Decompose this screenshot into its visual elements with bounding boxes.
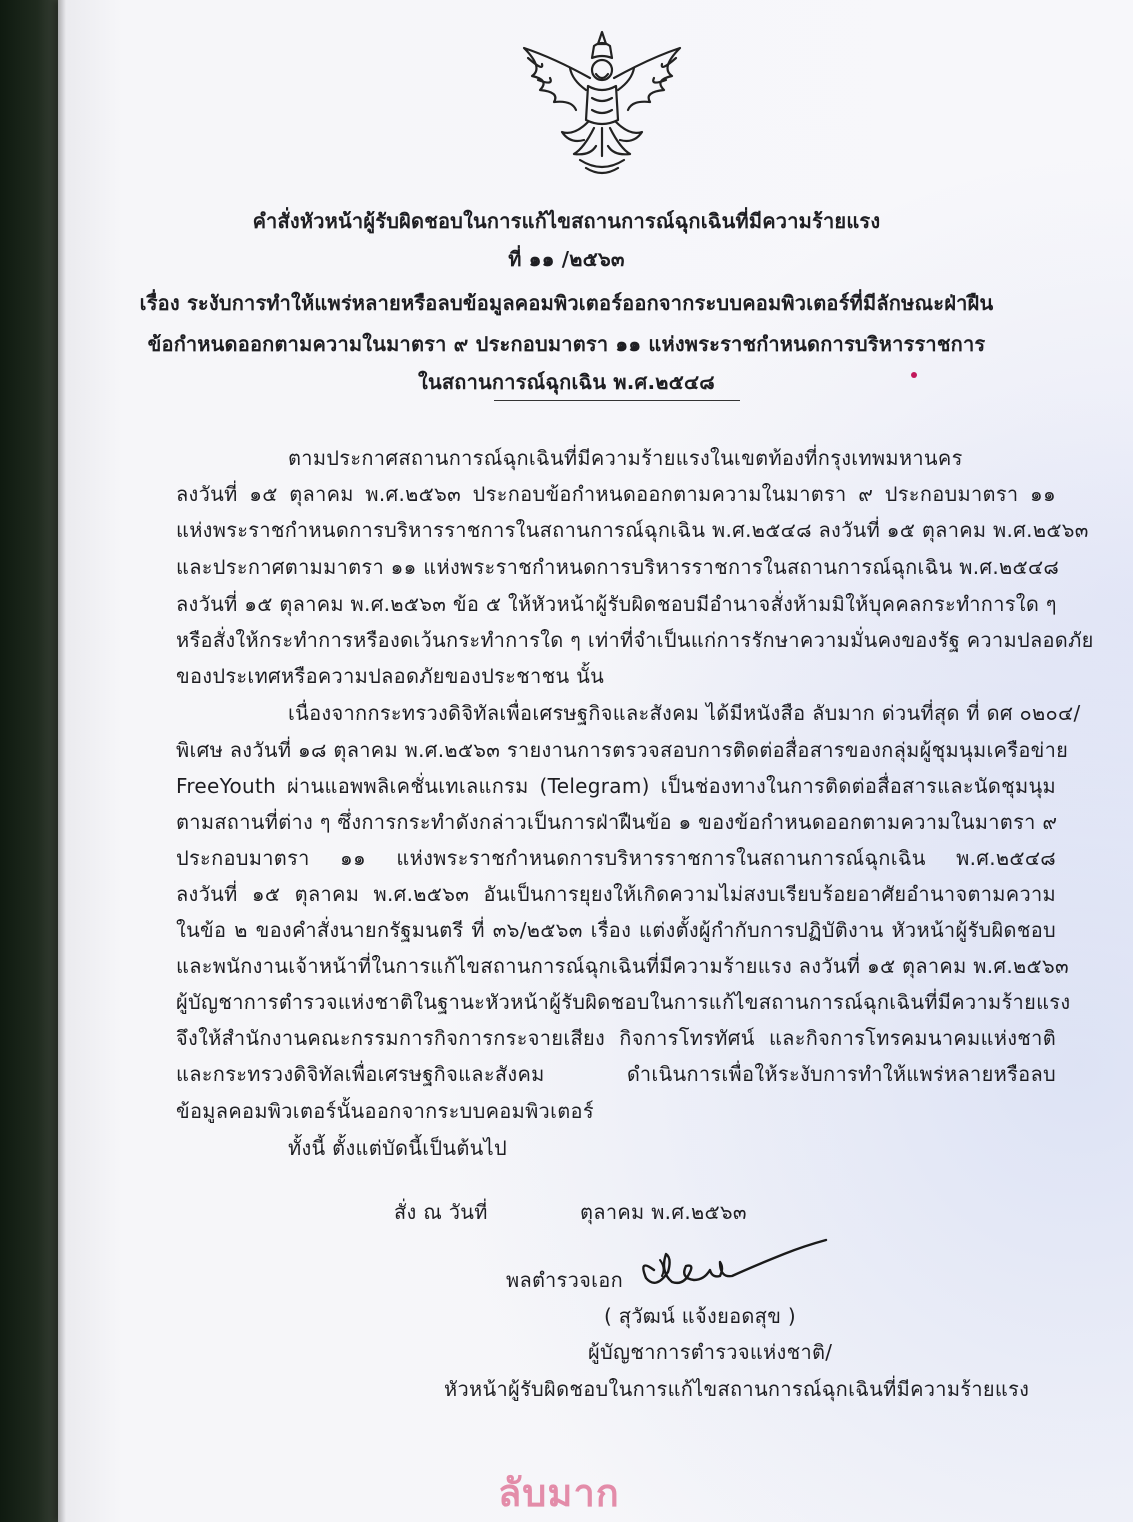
signatory-rank: พลตำรวจเอก <box>506 1268 624 1292</box>
classification-stamp: ลับมาก <box>498 1471 620 1515</box>
paragraph-line: ของประเทศหรือความปลอดภัยของประชาชน นั้น <box>176 664 605 688</box>
paragraph-line: และพนักงานเจ้าหน้าที่ในการแก้ไขสถานการณ์ฉุกเฉินที่มีความร้ายแรง ลงวันที่ ๑๕ ตุลาคม พ.ศ.๒๕๖๓ <box>176 954 1069 978</box>
paragraph-line: ผู้บัญชาการตำรวจแห่งชาติในฐานะหัวหน้าผู้รับผิดชอบในการแก้ไขสถานการณ์ฉุกเฉินที่มีความร้ายแรง <box>176 990 1071 1014</box>
signatory-position-1: ผู้บัญชาการตำรวจแห่งชาติ/ <box>588 1340 833 1364</box>
signatory-name: ( สุวัฒน์ แจ้งยอดสุข ) <box>604 1304 796 1328</box>
order-subject-line-3: ในสถานการณ์ฉุกเฉิน พ.ศ.๒๕๔๘ <box>418 370 715 394</box>
signatory-position-2: หัวหน้าผู้รับผิดชอบในการแก้ไขสถานการณ์ฉุกเฉินที่มีความร้ายแรง <box>444 1377 1030 1401</box>
paragraph-line: ลงวันที่ ๑๕ ตุลาคม พ.ศ.๒๕๖๓ ข้อ ๕ ให้หัวหน้าผู้รับผิดชอบมีอำนาจสั่งห้ามมิให้บุคคลกระทำการใด ๆ <box>176 592 1057 616</box>
effective-clause: ทั้งนี้ ตั้งแต่บัดนี้เป็นต้นไป <box>288 1136 507 1160</box>
paragraph-line: ลงวันที่ ๑๕ ตุลาคม พ.ศ.๒๕๖๓ อันเป็นการยุยงให้เกิดความไม่สงบเรียบร้อยอาศัยอำนาจตามความ <box>176 882 1056 906</box>
paragraph-line: ตามสถานที่ต่าง ๆ ซึ่งการกระทำดังกล่าวเป็นการฝ่าฝืนข้อ ๑ ของข้อกำหนดออกตามความในมาตรา ๙ <box>176 810 1058 834</box>
paragraph-line: จึงให้สำนักงานคณะกรรมการกิจการกระจายเสียง กิจการโทรทัศน์ และกิจการโทรคมนาคมแห่งชาติ <box>176 1026 1056 1050</box>
paragraph-line: FreeYouth ผ่านแอพพลิเคชั่นเทเลแกรม (Telegram) เป็นช่องทางในการติดต่อสื่อสารและนัดชุมนุม <box>176 774 1056 798</box>
handwritten-signature <box>624 1232 834 1298</box>
order-title: คำสั่งหัวหน้าผู้รับผิดชอบในการแก้ไขสถานการณ์ฉุกเฉินที่มีความร้ายแรง <box>252 209 881 233</box>
order-subject-line-2: ข้อกำหนดออกตามความในมาตรา ๙ ประกอบมาตรา ๑๑ แห่งพระราชกำหนดการบริหารราชการ <box>147 332 986 356</box>
header-divider <box>494 400 740 401</box>
paragraph-line: ข้อมูลคอมพิวเตอร์นั้นออกจากระบบคอมพิวเตอร์ <box>176 1099 594 1123</box>
paragraph-line: พิเศษ ลงวันที่ ๑๘ ตุลาคม พ.ศ.๒๕๖๓ รายงานการตรวจสอบการติดต่อสื่อสารของกลุ่มผู้ชุมนุมเครือข่าย <box>176 738 1069 762</box>
paragraph-line: และกระทรวงดิจิทัลเพื่อเศรษฐกิจและสังคม ดำเนินการเพื่อให้ระงับการทำให้แพร่หลายหรือลบ <box>176 1062 1056 1086</box>
order-date-month-year: ตุลาคม พ.ศ.๒๕๖๓ <box>580 1200 747 1224</box>
order-number: ที่ ๑๑ /๒๕๖๓ <box>508 247 625 271</box>
order-date-prefix: สั่ง ณ วันที่ <box>394 1200 488 1224</box>
ink-mark <box>911 372 917 378</box>
paragraph-line: และประกาศตามมาตรา ๑๑ แห่งพระราชกำหนดการบริหารราชการในสถานการณ์ฉุกเฉิน พ.ศ.๒๕๔๘ <box>176 555 1060 579</box>
paragraph-line: ในข้อ ๒ ของคำสั่งนายกรัฐมนตรี ที่ ๓๖/๒๕๖๓ เรื่อง แต่งตั้งผู้กำกับการปฏิบัติงาน หัวหน้าผู้รับผิดชอบ <box>176 918 1056 942</box>
paragraph-line: ประกอบมาตรา ๑๑ แห่งพระราชกำหนดการบริหารราชการในสถานการณ์ฉุกเฉิน พ.ศ.๒๕๔๘ <box>176 846 1056 870</box>
garuda-emblem-icon <box>514 28 690 178</box>
order-subject-line-1: เรื่อง ระงับการทำให้แพร่หลายหรือลบข้อมูลคอมพิวเตอร์ออกจากระบบคอมพิวเตอร์ที่มีลักษณะฝ่าฝืน <box>139 291 994 315</box>
paragraph-line: แห่งพระราชกำหนดการบริหารราชการในสถานการณ์ฉุกเฉิน พ.ศ.๒๕๔๘ ลงวันที่ ๑๕ ตุลาคม พ.ศ.๒๕๖๓ <box>176 518 1089 542</box>
paragraph-line: ลงวันที่ ๑๕ ตุลาคม พ.ศ.๒๕๖๓ ประกอบข้อกำหนดออกตามความในมาตรา ๙ ประกอบมาตรา ๑๑ <box>176 482 1056 506</box>
paragraph-line: เนื่องจากกระทรวงดิจิทัลเพื่อเศรษฐกิจและสังคม ได้มีหนังสือ ลับมาก ด่วนที่สุด ที่ ดศ ๐๒๐๔/ <box>288 701 1081 725</box>
paragraph-line: ตามประกาศสถานการณ์ฉุกเฉินที่มีความร้ายแรงในเขตท้องที่กรุงเทพมหานคร <box>288 446 963 470</box>
paragraph-line: หรือสั่งให้กระทำการหรืองดเว้นกระทำการใด ๆ เท่าที่จำเป็นแก่การรักษาความมั่นคงของรัฐ ความปลอดภัย <box>176 628 1094 652</box>
